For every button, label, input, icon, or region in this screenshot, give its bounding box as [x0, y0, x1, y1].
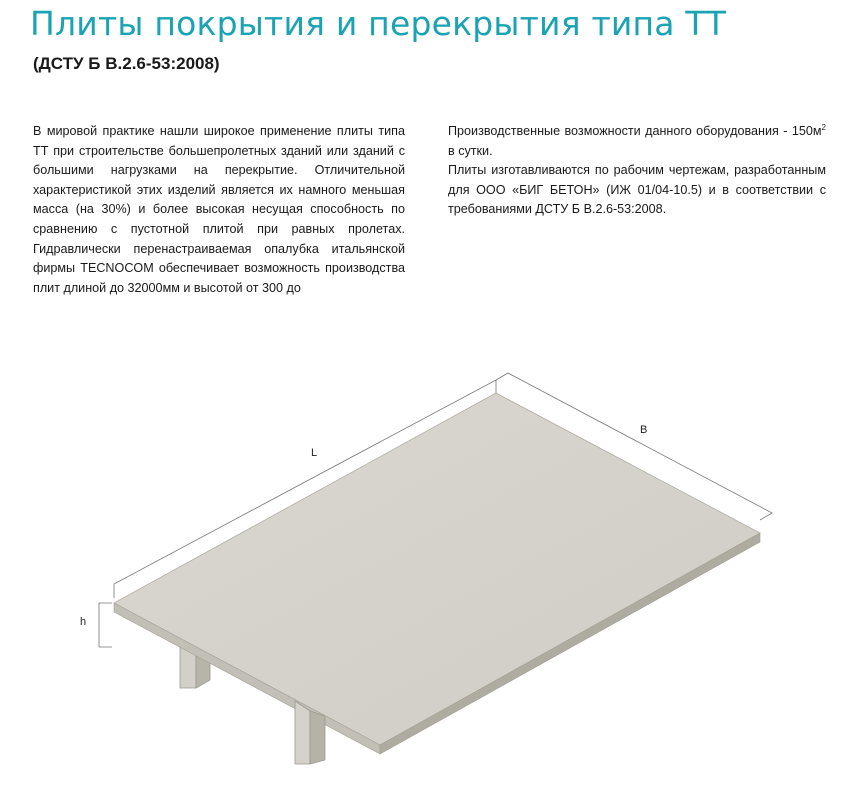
- length-label: L: [311, 447, 318, 459]
- capacity-text: Производственные возможности данного оборудования - 150м: [448, 124, 822, 138]
- intro-paragraph: В мировой практике нашли широкое применение плиты типа ТТ при строительстве большепролетных зданий или зданий с большими нагрузками на перекрытие. Отличительной характеристикой этих изделий является их намного меньшая масса (на 30%) и более высокая несущая способность по сравнению с пустотной плитой при равных пролетах. Гидравлически перенастраиваемая опалубка итальянской фирмы TECNOCOM обеспечивает возможность производства плит длиной до 32000мм и высотой от 300 до: [33, 124, 405, 295]
- height-label: h: [80, 616, 87, 628]
- drawings-paragraph: Плиты изготавливаются по рабочим чертежам, разработанным для ООО «БИГ БЕТОН» (ИЖ 01/04-10.5) и в соответствии с требованиями ДСТУ Б В.2.6-53:2008.: [448, 163, 826, 217]
- capacity-paragraph: [448, 122, 826, 161]
- height-dimension-line: [99, 603, 112, 647]
- slab-top-surface: [114, 393, 760, 745]
- capacity-text-end: в сутки.: [448, 143, 493, 158]
- right-column: [448, 122, 826, 220]
- square-superscript: 2: [821, 122, 826, 132]
- page-title: Плиты покрытия и перекрытия типа ТТ: [30, 4, 727, 43]
- tt-slab-drawing: [0, 330, 866, 795]
- width-label: B: [640, 424, 648, 436]
- standard-reference: (ДСТУ Б В.2.6-53:2008): [33, 54, 220, 73]
